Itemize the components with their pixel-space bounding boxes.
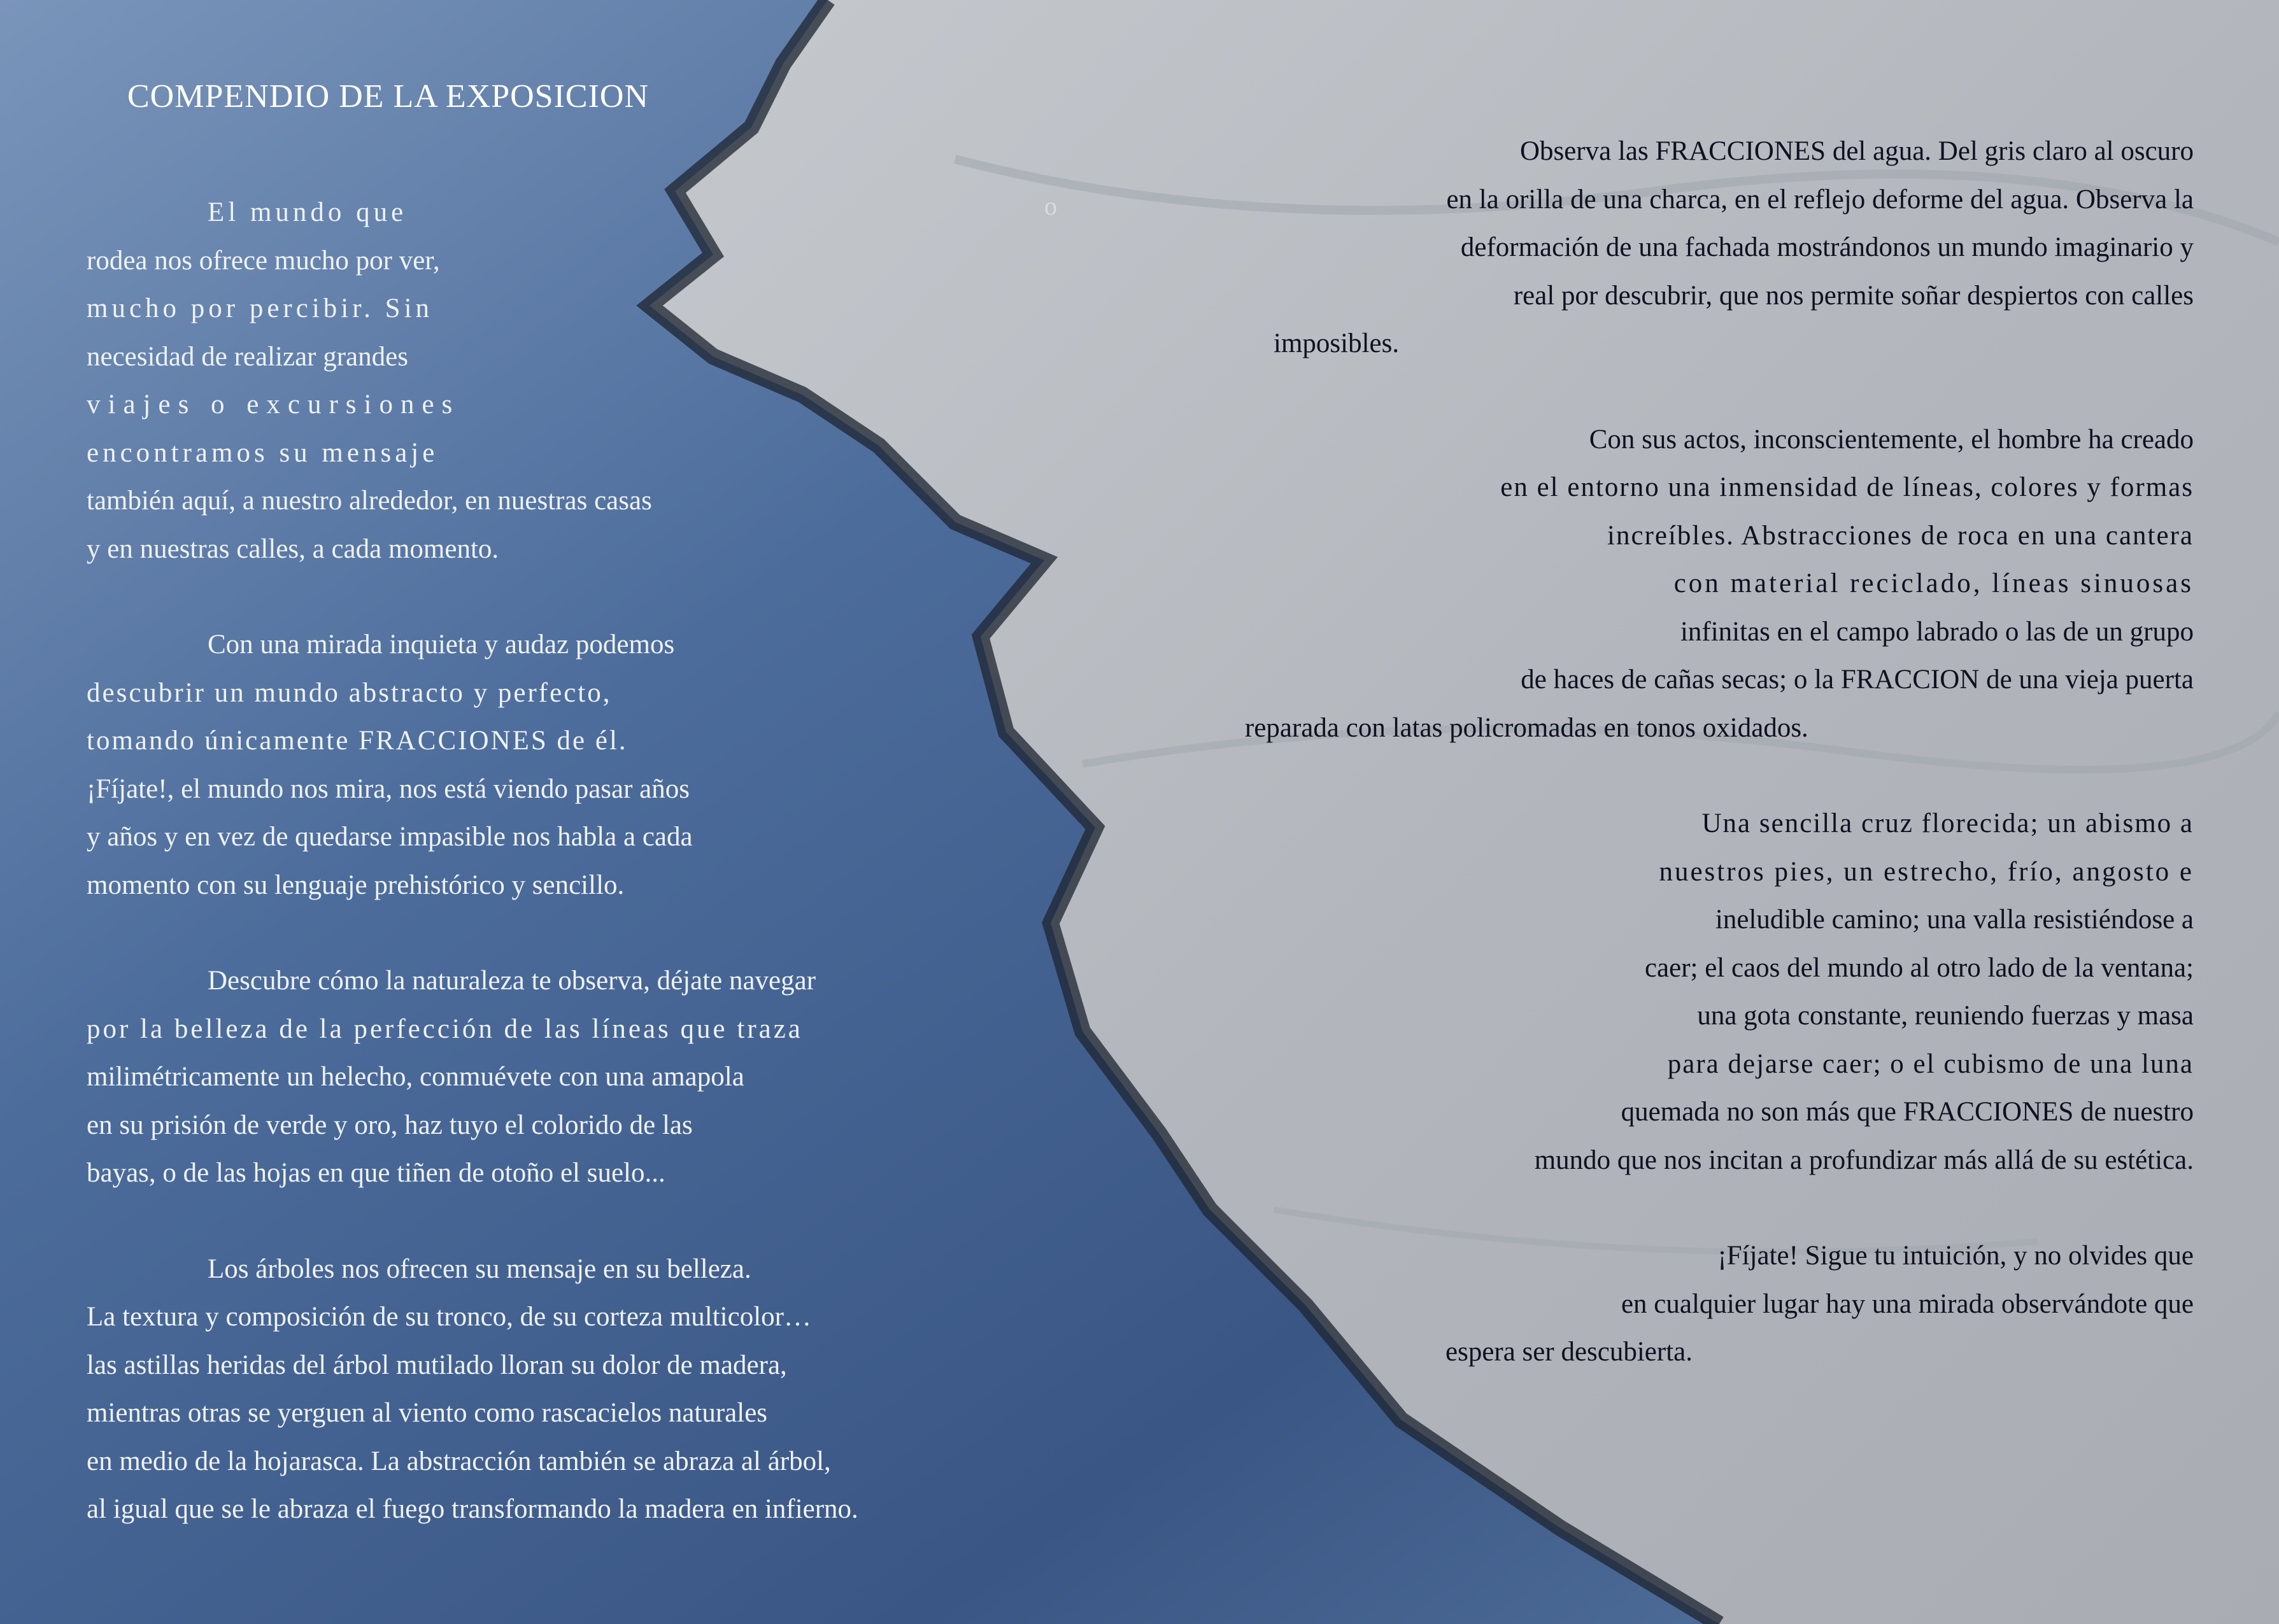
stray-mark: o [1044,192,1057,220]
left-p1-line: y en nuestras calles, a cada momento. [87,533,499,564]
right-p2-line: en el entorno una inmensidad de líneas, colores y formas [1500,472,2194,502]
left-p1-line: viajes o excursiones [87,390,460,420]
right-p1-line: real por descubrir, que nos permite soñar despiertos con calles [1513,280,2194,311]
right-p4-line: en cualquier lugar hay una mirada observándote que [1621,1289,2194,1319]
left-paragraph-2 [87,621,1118,909]
left-paragraph-3 [87,957,1118,1197]
right-p3-line: quemada no son más que FRACCIONES de nuestro [1621,1097,2194,1127]
right-p2-line: infinitas en el campo labrado o las de un grupo [1680,616,2194,647]
left-p3-line: bayas, o de las hojas en que tiñen de otoño el suelo... [87,1158,665,1188]
left-p1-line: El mundo que [208,197,408,227]
left-p1-line: necesidad de realizar grandes [87,341,408,372]
right-p4-line: espera ser descubierta. [1445,1337,1693,1367]
right-p3-line: mundo que nos incitan a profundizar más allá de su estética. [1534,1145,2194,1175]
right-paragraph-1 [1172,127,2194,368]
left-p2-line: descubrir un mundo abstracto y perfecto, [87,677,612,708]
left-p1-line: rodea nos ofrece mucho por ver, [87,245,440,276]
right-p4-line: ¡Fíjate! Sigue tu intuición, y no olvides que [1717,1241,2194,1271]
right-paragraph-2 [1172,416,2194,752]
right-p3-line: ineludible camino; una valla resistiéndose a [1715,905,2194,935]
right-p2-line: reparada con latas policromadas en tonos oxidados. [1245,712,1808,743]
right-paragraph-3 [1172,800,2194,1184]
left-p1-line: encontramos su mensaje [87,437,439,468]
right-p1-line: Observa las FRACCIONES del agua. Del gris claro al oscuro [1519,136,2194,166]
right-p1-line: en la orilla de una charca, en el reflejo deforme del agua. Observa la [1446,184,2194,215]
left-p3-line: en su prisión de verde y oro, haz tuyo el colorido de las [87,1110,693,1140]
right-p2-line: increíbles. Abstracciones de roca en una cantera [1607,520,2194,551]
left-p1-line: mucho por percibir. Sin [87,293,434,323]
right-p1-line: deformación de una fachada mostrándonos un mundo imaginario y [1460,232,2194,262]
right-column [1172,127,2194,1376]
left-p4-line: en medio de la hojarasca. La abstracción también se abraza al árbol, [87,1446,831,1476]
right-p2-line: de haces de cañas secas; o la FRACCION de una vieja puerta [1521,665,2194,695]
left-p2-line: y años y en vez de quedarse impasible nos habla a cada [87,822,693,852]
left-p4-line: La textura y composición de su tronco, de su corteza multicolor… [87,1302,811,1332]
left-p2-line: momento con su lenguaje prehistórico y sencillo. [87,870,625,900]
left-p1-line: también aquí, a nuestro alrededor, en nuestras casas [87,486,652,516]
right-p3-line: nuestros pies, un estrecho, frío, angosto e [1659,856,2194,887]
left-p4-line: mientras otras se yerguen al viento como rascacielos naturales [87,1398,768,1428]
left-paragraph-4 [87,1245,1118,1534]
right-paragraph-4 [1172,1232,2194,1376]
left-p4-line: las astillas heridas del árbol mutilado lloran su dolor de madera, [87,1350,787,1380]
left-paragraph-1 [87,188,1118,573]
right-p2-line: con material reciclado, líneas sinuosas [1673,568,2194,598]
right-p3-line: para dejarse caer; o el cubismo de una luna [1667,1049,2194,1079]
left-p2-line: ¡Fíjate!, el mundo nos mira, nos está viendo pasar años [87,773,690,804]
left-p4-line: al igual que se le abraza el fuego transformando la madera en infierno. [87,1494,858,1524]
right-p3-line: una gota constante, reuniendo fuerzas y masa [1697,1001,2194,1031]
left-p2-line: Con una mirada inquieta y audaz podemos [208,630,675,660]
right-p3-line: Una sencilla cruz florecida; un abismo a [1701,808,2194,838]
left-p2-line: tomando únicamente FRACCIONES de él. [87,726,628,756]
right-p3-line: caer; el caos del mundo al otro lado de la ventana; [1644,952,2194,983]
left-p4-line: Los árboles nos ofrecen su mensaje en su belleza. [208,1253,751,1284]
page-title: COMPENDIO DE LA EXPOSICION [127,78,650,115]
right-p1-line: imposibles. [1274,328,1400,358]
right-p2-line: Con sus actos, inconscientemente, el hombre ha creado [1589,424,2194,455]
left-p3-line: Descubre cómo la naturaleza te observa, déjate navegar [208,966,816,996]
left-p3-line: por la belleza de la perfección de las líneas que traza [87,1013,803,1044]
left-column [87,188,1118,1534]
left-p3-line: milimétricamente un helecho, conmuévete con una amapola [87,1062,744,1092]
